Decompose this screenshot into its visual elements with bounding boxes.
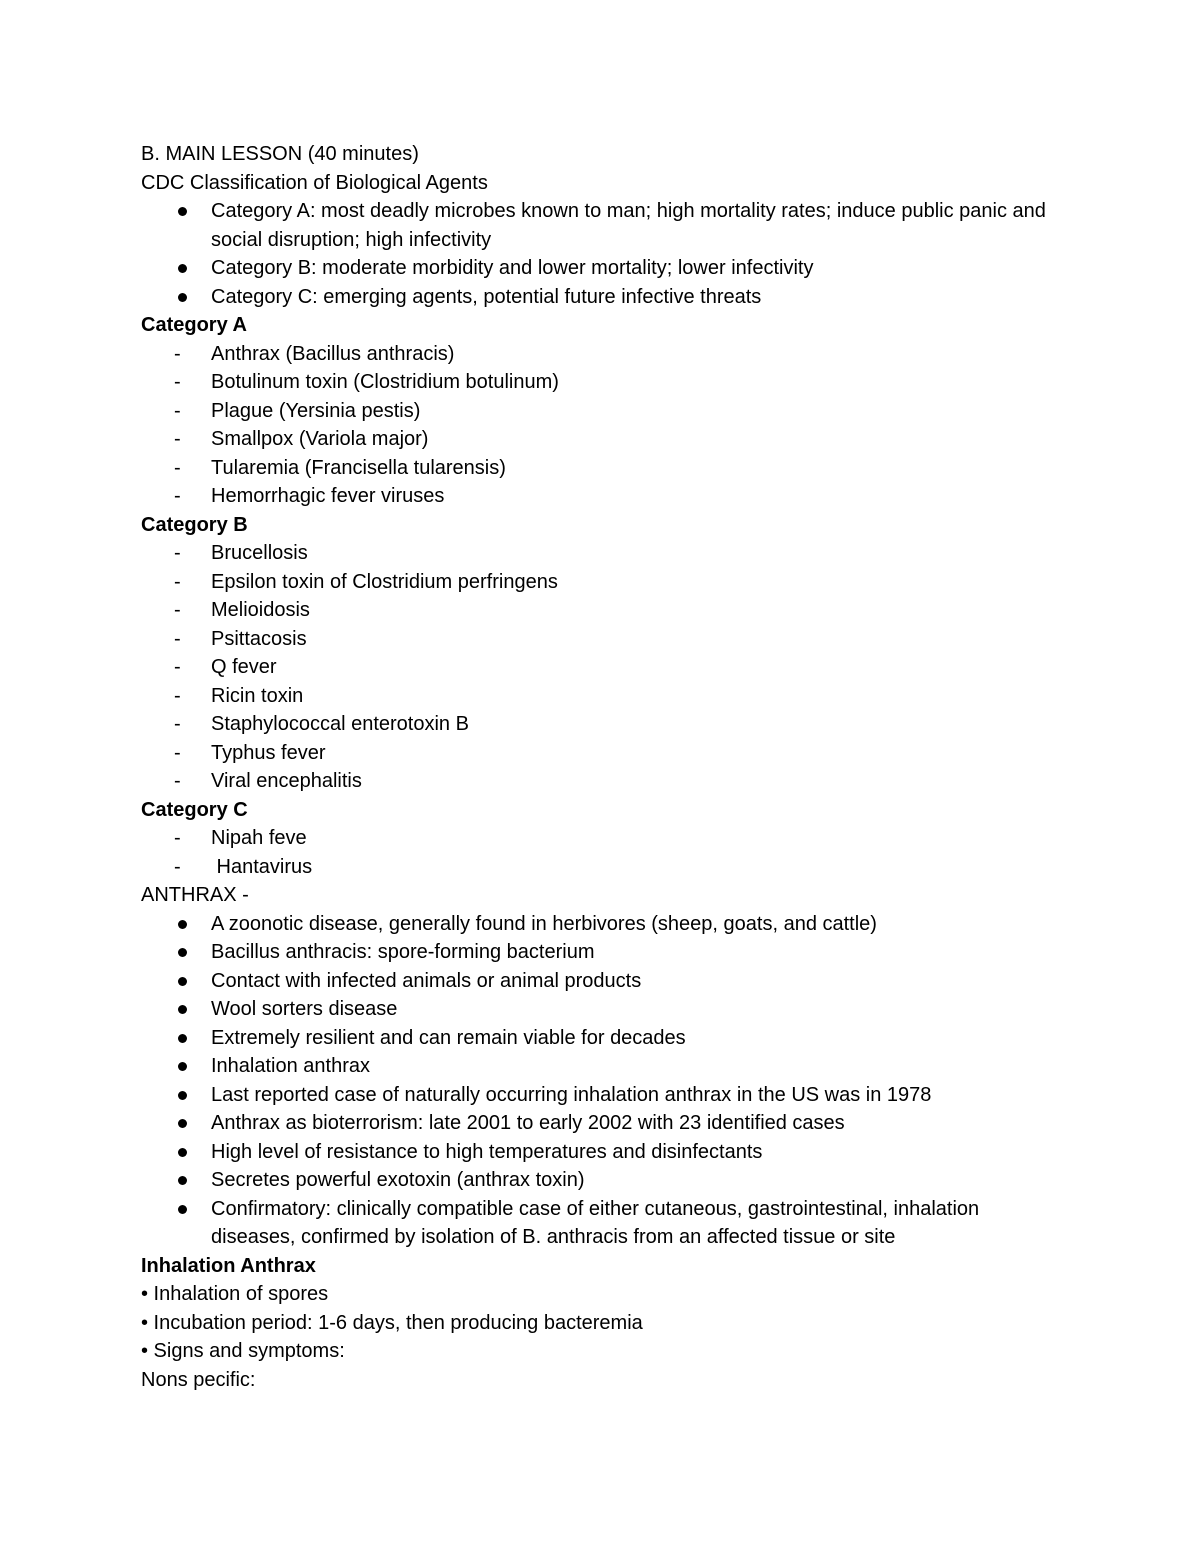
cdc-category-list bbox=[141, 197, 1061, 311]
list-item: Contact with infected animals or animal products bbox=[141, 967, 1061, 996]
dash-marker: - bbox=[174, 428, 181, 450]
list-item: - Staphylococcal enterotoxin B bbox=[141, 710, 1061, 739]
list-item: - Nipah feve bbox=[141, 824, 1061, 853]
inhalation-anthrax-heading: Inhalation Anthrax bbox=[141, 1254, 316, 1277]
list-item: Wool sorters disease bbox=[141, 995, 1061, 1024]
list-item: - Melioidosis bbox=[141, 596, 1061, 625]
dash-marker: - bbox=[174, 684, 181, 707]
dash-marker: - bbox=[174, 542, 181, 564]
inhalation-line: • Signs and symptoms: bbox=[141, 1340, 345, 1362]
category-b-list bbox=[141, 539, 1061, 796]
category-a-list bbox=[141, 340, 1061, 511]
category-b-heading: Category B bbox=[141, 513, 248, 536]
list-item: A zoonotic disease, generally found in herbivores (sheep, goats, and cattle) bbox=[141, 910, 1061, 939]
list-item: - Anthrax (Bacillus anthracis) bbox=[141, 340, 1061, 369]
list-item: Extremely resilient and can remain viable for decades bbox=[141, 1024, 1061, 1053]
dash-marker: - bbox=[174, 570, 181, 593]
dash-marker: - bbox=[174, 342, 181, 365]
dash-marker: - bbox=[174, 741, 181, 764]
list-item: Confirmatory: clinically compatible case of either cutaneous, gastrointestinal, inhalation diseases, confirmed by isolation of B. anthracis from an affected tissue or site bbox=[141, 1195, 1061, 1252]
list-item: - Viral encephalitis bbox=[141, 767, 1061, 796]
list-item: - Botulinum toxin (Clostridium botulinum) bbox=[141, 368, 1061, 397]
inhalation-line: • Incubation period: 1-6 days, then producing bacteremia bbox=[141, 1311, 643, 1334]
list-item: - Plague (Yersinia pestis) bbox=[141, 397, 1061, 426]
list-item: Category B: moderate morbidity and lower mortality; lower infectivity bbox=[141, 254, 1061, 283]
anthrax-list bbox=[141, 910, 1061, 1252]
list-item: Anthrax as bioterrorism: late 2001 to early 2002 with 23 identified cases bbox=[141, 1109, 1061, 1138]
nonspecific-label: Nons pecific: bbox=[141, 1368, 256, 1391]
section-title: B. MAIN LESSON (40 minutes) bbox=[141, 143, 419, 165]
list-item: - Psittacosis bbox=[141, 625, 1061, 654]
list-item: Secretes powerful exotoxin (anthrax toxin) bbox=[141, 1166, 1061, 1195]
category-c-list bbox=[141, 824, 1061, 881]
list-item: - Q fever bbox=[141, 653, 1061, 682]
dash-marker: - bbox=[174, 627, 181, 650]
dash-marker: - bbox=[174, 656, 181, 678]
list-item: - Typhus fever bbox=[141, 739, 1061, 768]
list-item: - Brucellosis bbox=[141, 539, 1061, 568]
list-item: Inhalation anthrax bbox=[141, 1052, 1061, 1081]
list-item: - Ricin toxin bbox=[141, 682, 1061, 711]
anthrax-title: ANTHRAX - bbox=[141, 884, 249, 906]
dash-marker: - bbox=[174, 599, 181, 621]
dash-marker: - bbox=[174, 770, 181, 792]
list-item: Category A: most deadly microbes known to man; high mortality rates; induce public panic and social disruption; high infectivity bbox=[141, 197, 1061, 254]
dash-marker: - bbox=[174, 456, 181, 479]
list-item: Last reported case of naturally occurring inhalation anthrax in the US was in 1978 bbox=[141, 1081, 1061, 1110]
list-item: - Epsilon toxin of Clostridium perfringens bbox=[141, 568, 1061, 597]
list-item: - Hemorrhagic fever viruses bbox=[141, 482, 1061, 511]
list-item: - Smallpox (Variola major) bbox=[141, 425, 1061, 454]
list-item: - Hantavirus bbox=[141, 853, 1061, 882]
list-item: - Tularemia (Francisella tularensis) bbox=[141, 454, 1061, 483]
cdc-classification-title: CDC Classification of Biological Agents bbox=[141, 171, 488, 194]
list-item: Category C: emerging agents, potential future infective threats bbox=[141, 283, 1061, 312]
document-content bbox=[141, 140, 1061, 1394]
inhalation-line: • Inhalation of spores bbox=[141, 1283, 329, 1305]
dash-marker: - bbox=[174, 485, 181, 507]
dash-marker: - bbox=[174, 371, 181, 393]
dash-marker: - bbox=[174, 713, 181, 735]
category-a-heading: Category A bbox=[141, 314, 247, 336]
dash-marker: - bbox=[174, 855, 181, 878]
dash-marker: - bbox=[174, 827, 181, 849]
dash-marker: - bbox=[174, 399, 181, 422]
list-item: High level of resistance to high temperatures and disinfectants bbox=[141, 1138, 1061, 1167]
list-item: Bacillus anthracis: spore-forming bacterium bbox=[141, 938, 1061, 967]
category-c-heading: Category C bbox=[141, 798, 248, 821]
